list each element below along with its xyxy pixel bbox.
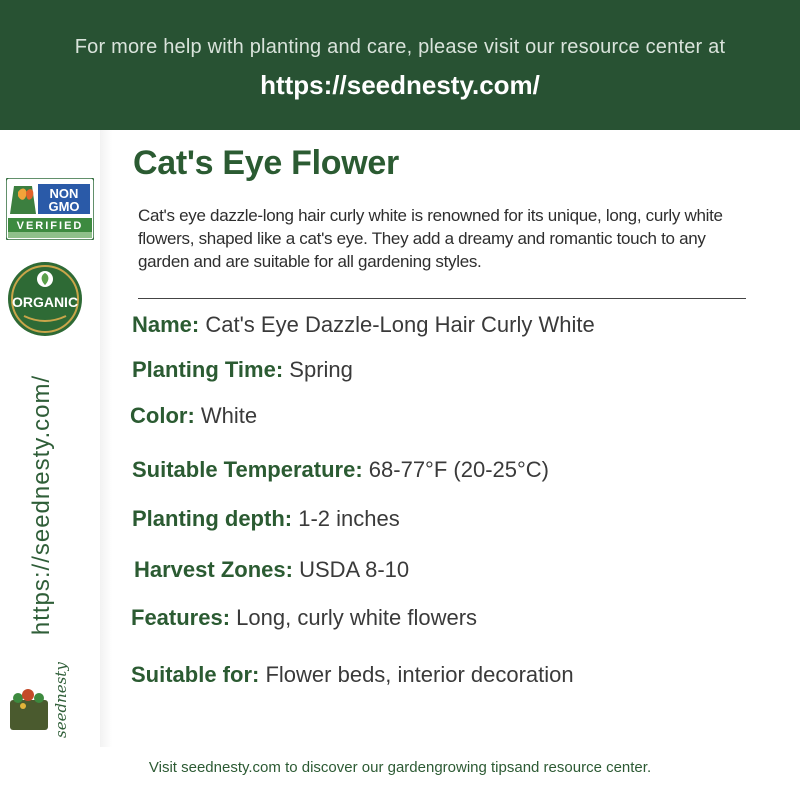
product-description: Cat's eye dazzle-long hair curly white is renowned for its unique, long, curly white flowers, shaped like a cat's eye. They add a dreamy and romantic touch to any garden and are suitable for all gardening styles. <box>138 206 723 271</box>
detail-label: Features: <box>131 605 231 630</box>
detail-value: 1-2 inches <box>298 506 400 531</box>
banner-url-link[interactable]: https://seednesty.com/ <box>260 70 540 100</box>
detail-label: Harvest Zones: <box>134 557 293 582</box>
detail-label: Color: <box>130 403 195 428</box>
top-banner <box>0 0 800 130</box>
detail-row-planting-depth <box>132 506 400 532</box>
detail-value: 68-77°F (20-25°C) <box>368 457 550 482</box>
seednesty-logo-icon <box>8 660 78 740</box>
product-title: Cat's Eye Flower <box>133 144 399 182</box>
divider <box>138 298 746 299</box>
detail-value: Flower beds, interior decoration <box>265 662 574 687</box>
detail-row-suitable-for <box>131 662 574 688</box>
detail-value: White <box>200 403 258 428</box>
svg-text:ORGANIC: ORGANIC <box>11 294 79 310</box>
svg-text:NON: NON <box>49 186 79 201</box>
detail-row-harvest-zones <box>134 557 409 583</box>
non-gmo-verified-badge-icon <box>6 178 94 240</box>
detail-label: Name: <box>132 312 200 337</box>
svg-text:VERIFIED: VERIFIED <box>16 220 84 232</box>
organic-badge-icon <box>6 260 84 338</box>
detail-row-features <box>131 605 477 631</box>
detail-value: Long, curly white flowers <box>236 605 478 630</box>
svg-text:seednesty: seednesty <box>52 662 70 738</box>
detail-row-planting-time <box>132 357 353 383</box>
detail-label: Planting depth: <box>132 506 293 531</box>
detail-value: Cat's Eye Dazzle-Long Hair Curly White <box>205 312 595 337</box>
left-rail <box>0 130 100 750</box>
detail-label: Planting Time: <box>132 357 284 382</box>
detail-row-temperature <box>132 457 549 483</box>
detail-value: Spring <box>289 357 353 382</box>
detail-row-color <box>130 403 257 429</box>
detail-label: Suitable Temperature: <box>132 457 363 482</box>
detail-row-name <box>132 312 595 338</box>
vertical-url-text: https://seednesty.com/ <box>28 374 55 636</box>
banner-help-text: For more help with planting and care, please visit our resource center at <box>74 36 726 58</box>
detail-label: Suitable for: <box>131 662 260 687</box>
vertical-url-link[interactable] <box>22 370 62 640</box>
detail-value: USDA 8-10 <box>299 557 410 582</box>
svg-text:GMO: GMO <box>48 199 80 214</box>
footer-text: Visit seednesty.com to discover our gardengrowing tipsand resource center. <box>148 759 652 776</box>
